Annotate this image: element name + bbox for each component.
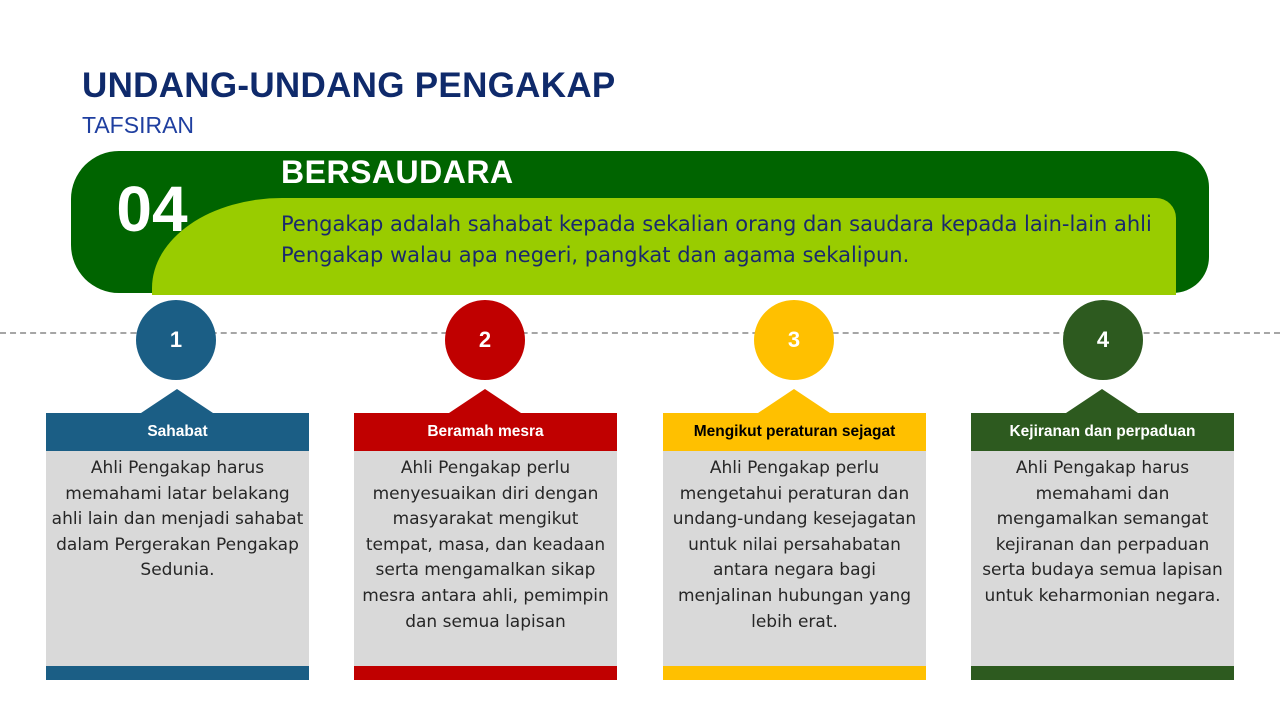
- step-4-body: Ahli Pengakap harus memahami dan mengamalkan semangat kejiranan dan perpaduan serta budaya semua lapisan untuk keharmonian negara.: [982, 458, 1223, 606]
- step-4-header: Kejiranan dan perpaduan: [971, 413, 1234, 451]
- step-3-body: Ahli Pengakap perlu mengetahui peraturan dan undang-undang kesejagatan untuk nilai persahabatan antara negara bagi menjalinan hubungan yang lebih erat.: [672, 458, 917, 632]
- step-3-circle: 3: [754, 300, 834, 380]
- step-3-footer-bar: [663, 666, 926, 680]
- step-4-footer-bar: [971, 666, 1234, 680]
- step-1-card: [46, 413, 309, 680]
- step-3-header: Mengikut peraturan sejagat: [663, 413, 926, 451]
- slide-subtitle: TAFSIRAN: [82, 112, 195, 138]
- step-1-circle: 1: [136, 300, 216, 380]
- step-2-circle: 2: [445, 300, 525, 380]
- step-1-pointer: [141, 389, 213, 413]
- step-2-body: Ahli Pengakap perlu menyesuaikan diri dengan masyarakat mengikut tempat, masa, dan keadaan serta mengamalkan sikap mesra antara ahli, pemimpin dan semua lapisan: [362, 458, 609, 632]
- step-4-circle: 4: [1063, 300, 1143, 380]
- banner-heading: BERSAUDARA: [281, 154, 514, 190]
- step-2-header: Beramah mesra: [354, 413, 617, 451]
- step-2-footer-bar: [354, 666, 617, 680]
- step-1-header: Sahabat: [46, 413, 309, 451]
- banner-number: 04: [116, 173, 188, 245]
- step-1-footer-bar: [46, 666, 309, 680]
- step-1-body: Ahli Pengakap harus memahami latar belakang ahli lain dan menjadi sahabat dalam Pergerakan Pengakap Sedunia.: [51, 458, 304, 581]
- step-2-pointer: [449, 389, 521, 413]
- banner-description: Pengakap adalah sahabat kepada sekalian orang dan saudara kepada lain-lain ahli Pengakap walau apa negeri, pangkat dan agama sekalipun.: [281, 212, 1152, 267]
- slide-title: UNDANG-UNDANG PENGAKAP: [82, 66, 616, 105]
- step-3-pointer: [758, 389, 830, 413]
- step-2-card: [354, 413, 617, 680]
- step-4-pointer: [1066, 389, 1138, 413]
- step-3-card: [663, 413, 926, 680]
- step-4-card: [971, 413, 1234, 680]
